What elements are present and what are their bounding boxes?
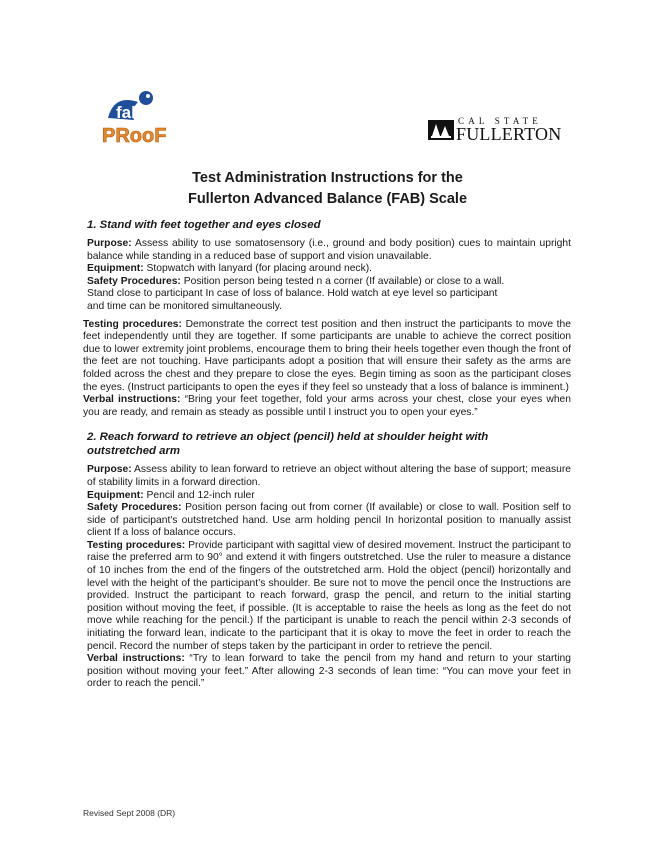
cal-state-fullerton-logo xyxy=(428,116,576,142)
section-2-purpose xyxy=(83,464,571,489)
page-title xyxy=(0,168,655,210)
testing-label: Testing procedures: xyxy=(87,539,186,551)
section-1-equipment-safety xyxy=(83,263,571,313)
equipment-label: Equipment: xyxy=(87,489,144,501)
section-2-safety xyxy=(83,502,571,540)
testing-text: Provide participant with sagittal view of desired movement. Instruct the participant to raise the preferred arm to 90° and extend it with fingers outstretched. Use the ruler to measure a distance of 10 inches from the end of the fingers of the outstretched arm. Hold the object (pencil) horizontally and level with the height of the participant’s shoulder. Be sure not to move the pencil once the Instructions are provided. Instruct the participant to reach forward, grasp the pencil, and return to the initial starting position without moving the feet, if possible. (It is acceptable to raise the heels as long as the feet do not move while reaching for the pencil.) If the participant is unable to reach the pencil within 2-3 seconds of initiating the forward lean, indicate to the participant that it is okay to move the feet in order to reach the pencil. Record the number of steps taken by the participant in order to retrieve the pencil. xyxy=(87,539,571,652)
revision-footer: Revised Sept 2008 (DR) xyxy=(83,808,176,818)
section-2-testing xyxy=(83,540,571,653)
testing-label: Testing procedures: xyxy=(83,318,182,330)
section-1-safety xyxy=(87,276,571,289)
equipment-label: Equipment: xyxy=(87,263,144,275)
cal-state-text: CAL STATE xyxy=(458,116,542,126)
section-2-verbal xyxy=(83,653,571,691)
proof-logo-text: PRooF xyxy=(102,125,166,147)
equipment-text: Stopwatch with lanyard (for placing around neck). xyxy=(146,263,373,275)
section-2-heading: 2. Reach forward to retrieve an object (pencil) held at shoulder height with outstretched arm xyxy=(87,431,489,458)
section-1-equipment xyxy=(87,263,571,276)
document-body xyxy=(83,218,571,691)
testing-text: Demonstrate the correct test position and then instruct the participants to move the feet independently until they are together. If some participants are unable to achieve the correct position due to lower extremity joint problems, encourage them to bring their heels together even though the front of the feet are not touching. Have participants adopt a position that will ensure their safety as the arms are folded across the chest and they prepare to close the eyes. Begin timing as soon as the participant closes the eyes. (Instruct participants to open the eyes if they feel so unsteady that a loss of balance is imminent.) xyxy=(83,318,571,393)
safety-line-2: Stand close to participant In case of loss of balance. Hold watch at eye level so participant xyxy=(87,288,498,300)
section-1-testing xyxy=(83,319,571,395)
safety-line-1: Position person being tested n a corner (If available) or close to a wall. xyxy=(183,275,505,287)
university-seal-icon xyxy=(428,120,454,140)
title-line-1: Test Administration Instructions for the xyxy=(192,170,463,186)
section-1-heading: 1. Stand with feet together and eyes closed xyxy=(87,219,321,231)
verbal-text: “Bring your feet together, fold your arms across your chest, close your eyes when you are ready, and remain as steady as possible until I instruct you to open your eyes.” xyxy=(83,394,571,418)
verbal-text: “Try to lean forward to take the pencil from my hand and return to your starting position without moving your feet.” After allowing 2-3 seconds of lean time: “You can move your feet in order to reach the pencil.” xyxy=(87,653,571,690)
purpose-text: Assess ability to use somatosensory (i.e., ground and body position) cues to maintain upright balance while standing in a reduced base of support and vision unavailable. xyxy=(87,238,571,262)
fullerton-text: FULLERTON xyxy=(456,124,562,144)
safety-label: Safety Procedures: xyxy=(87,275,181,287)
purpose-text: Assess ability to lean forward to retrieve an object without altering the base of support; measure of stability limits in a forward direction. xyxy=(87,464,571,488)
section-2-equipment xyxy=(83,490,571,503)
verbal-label: Verbal instructions: xyxy=(87,653,185,665)
safety-label: Safety Procedures: xyxy=(87,502,182,514)
fall-proof-logo xyxy=(100,88,166,148)
fall-logo-text: fall xyxy=(116,103,141,122)
purpose-label: Purpose: xyxy=(87,238,132,249)
title-line-2: Fullerton Advanced Balance (FAB) Scale xyxy=(187,191,468,207)
section-1-purpose xyxy=(83,238,571,263)
equipment-text: Pencil and 12-inch ruler xyxy=(146,489,255,501)
purpose-label: Purpose: xyxy=(87,464,132,476)
safety-text: Position person facing out from corner (If available) or close to wall. Position self to side of participant's outstretched hand. Use arm holding pencil In horizontal position to manually assist client If a loss of balance occurs. xyxy=(87,502,571,539)
verbal-label: Verbal instructions: xyxy=(83,394,181,406)
section-1-verbal xyxy=(83,394,571,419)
safety-line-3: and time can be monitored simultaneously. xyxy=(87,300,282,312)
